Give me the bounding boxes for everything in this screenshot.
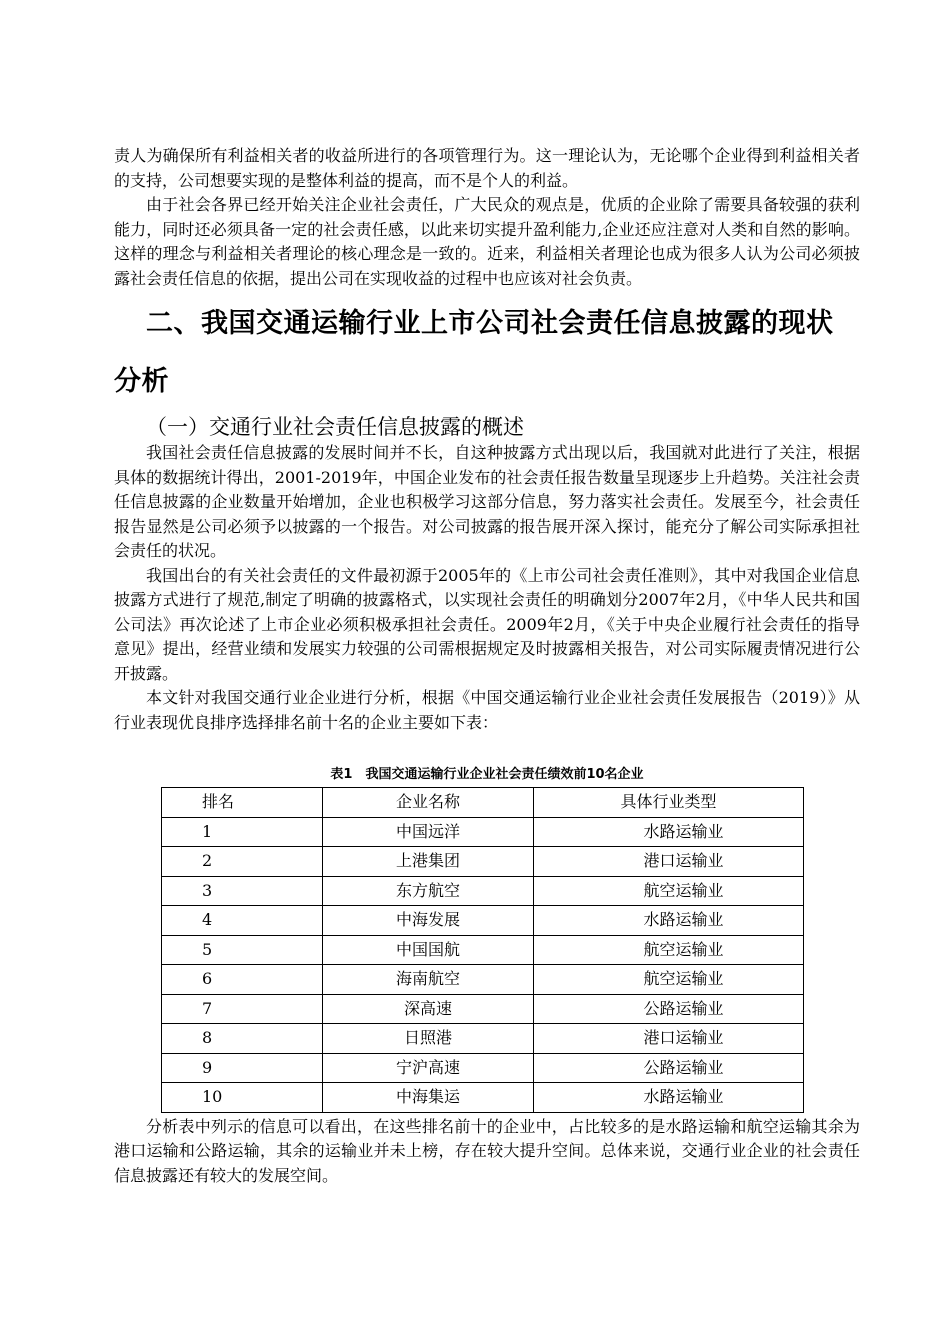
company-cell: 中海集运 [323, 1083, 534, 1113]
section-heading: 二、我国交通运输行业上市公司社会责任信息披露的现状分析 [114, 308, 834, 397]
table-row [162, 817, 804, 847]
industry-cell: 水路运输业 [534, 1083, 804, 1113]
paragraph-1: 责人为确保所有利益相关者的收益所进行的各项管理行为。这一理论认为，无论哪个企业得到利益相关者的支持，公司想要实现的是整体利益的提高，而不是个人的利益。 [114, 146, 860, 190]
table-row [162, 1083, 804, 1113]
paragraph-4: 我国出台的有关社会责任的文件最初源于2005年的《上市公司社会责任准则》，其中对我国企业信息披露方式进行了规范,制定了明确的披露格式，以实现社会责任的明确划分2007年2月，《中华人民共和国公司法》再次论述了上市企业必须积极承担社会责任。2009年2月，《关于中央企业履行社会责任的指导意见》提出，经营业绩和发展实力较强的公司需根据规定及时披露相关报告，对公司实际履责情况进行公开披露。 [114, 565, 860, 683]
company-cell: 海南航空 [323, 965, 534, 995]
header-company: 企业名称 [323, 788, 534, 818]
paragraph-6: 分析表中列示的信息可以看出，在这些排名前十的企业中，占比较多的是水路运输和航空运输其余为港口运输和公路运输，其余的运输业并未上榜，存在较大提升空间。总体来说，交通行业企业的社会责任信息披露还有较大的发展空间。 [114, 1116, 860, 1185]
table-row [162, 935, 804, 965]
rank-cell: 5 [162, 935, 323, 965]
company-cell: 深高速 [323, 994, 534, 1024]
industry-cell: 航空运输业 [534, 876, 804, 906]
table-row [162, 876, 804, 906]
table-row [162, 906, 804, 936]
table-row [162, 1024, 804, 1054]
paragraph-5: 本文针对我国交通行业企业进行分析，根据《中国交通运输行业企业社会责任发展报告（2019）》从行业表现优良排序选择排名前十名的企业主要如下表： [114, 688, 860, 732]
industry-cell: 水路运输业 [534, 817, 804, 847]
industry-cell: 航空运输业 [534, 935, 804, 965]
subsection-heading: （一）交通行业社会责任信息披露的概述 [146, 415, 524, 439]
industry-cell: 公路运输业 [534, 1053, 804, 1083]
company-cell: 中国远洋 [323, 817, 534, 847]
table-header-row [162, 788, 804, 818]
table-row [162, 847, 804, 877]
document-page [114, 144, 860, 1188]
company-cell: 上港集团 [323, 847, 534, 877]
rank-cell: 4 [162, 906, 323, 936]
industry-cell: 公路运输业 [534, 994, 804, 1024]
company-cell: 日照港 [323, 1024, 534, 1054]
industry-cell: 航空运输业 [534, 965, 804, 995]
rank-cell: 3 [162, 876, 323, 906]
company-cell: 中国国航 [323, 935, 534, 965]
rank-cell: 6 [162, 965, 323, 995]
rank-cell: 1 [162, 817, 323, 847]
table-row [162, 994, 804, 1024]
industry-cell: 港口运输业 [534, 847, 804, 877]
rank-cell: 7 [162, 994, 323, 1024]
table-row [162, 1053, 804, 1083]
company-cell: 中海发展 [323, 906, 534, 936]
rank-cell: 10 [162, 1083, 323, 1113]
company-cell: 宁沪高速 [323, 1053, 534, 1083]
header-rank: 排名 [162, 788, 323, 818]
table-row [162, 965, 804, 995]
rank-cell: 8 [162, 1024, 323, 1054]
company-cell: 东方航空 [323, 876, 534, 906]
ranking-table [161, 787, 804, 1113]
industry-cell: 港口运输业 [534, 1024, 804, 1054]
paragraph-2: 由于社会各界已经开始关注企业社会责任，广大民众的观点是，优质的企业除了需要具备较强的获利能力，同时还必须具备一定的社会责任感，以此来切实提升盈利能力,企业还应注意对人类和自然的影响。这样的理念与利益相关者理论的核心理念是一致的。近来，利益相关者理论也成为很多人认为公司必须披露社会责任信息的依据，提出公司在实现收益的过程中也应该对社会负责。 [114, 195, 860, 288]
rank-cell: 2 [162, 847, 323, 877]
rank-cell: 9 [162, 1053, 323, 1083]
industry-cell: 水路运输业 [534, 906, 804, 936]
paragraph-3: 我国社会责任信息披露的发展时间并不长，自这种披露方式出现以后，我国就对此进行了关注，根据具体的数据统计得出，2001-2019年，中国企业发布的社会责任报告数量呈现逐步上升趋势。关注社会责任信息披露的企业数量开始增加，企业也积极学习这部分信息，努力落实社会责任。发展至今，社会责任报告显然是公司必须予以披露的一个报告。对公司披露的报告展开深入探讨，能充分了解公司实际承担社会责任的状况。 [114, 443, 860, 560]
header-industry: 具体行业类型 [534, 788, 804, 818]
table-caption: 表1 我国交通运输行业企业社会责任绩效前10名企业 [330, 767, 644, 782]
